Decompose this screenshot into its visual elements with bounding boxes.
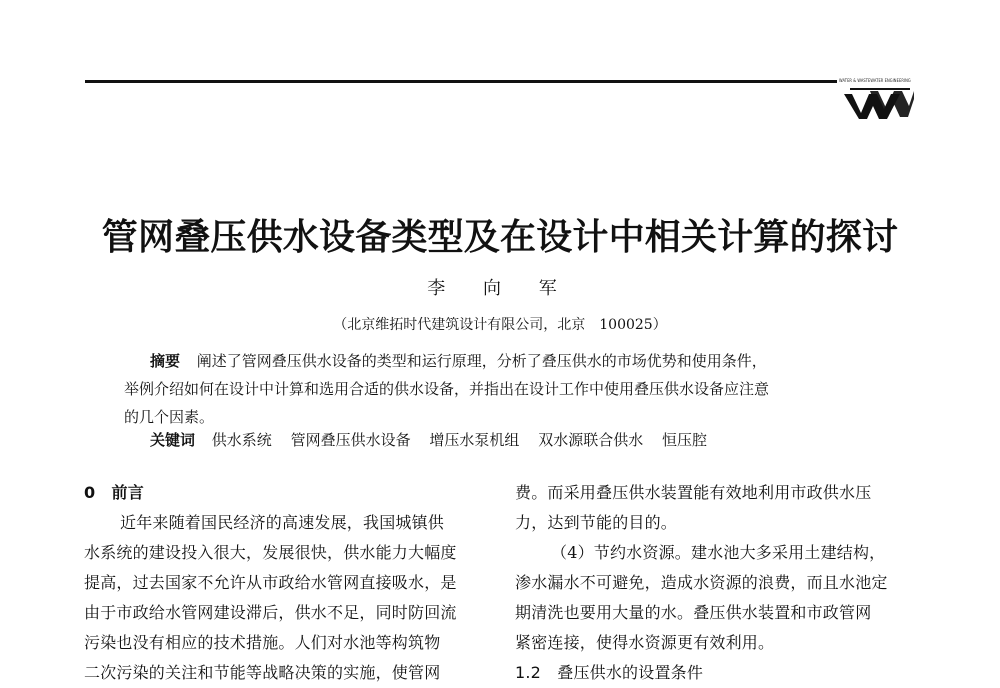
body-right-column — [515, 478, 930, 688]
journal-logo — [838, 78, 920, 122]
body-left-column — [84, 478, 499, 688]
abstract-text-line-1: 阐述了管网叠压供水设备的类型和运行原理，分析了叠压供水的市场优势和使用条件， — [196, 352, 767, 370]
abstract-label: 摘要 — [150, 352, 181, 370]
body-right-line-6: 紧密连接，使得水资源更有效利用。 — [515, 633, 775, 652]
section-heading-foreword: 0 前言 — [84, 483, 144, 502]
keywords-block — [150, 426, 910, 454]
keywords-label: 关键词 — [150, 431, 196, 449]
body-right-line-3: （4）节约水资源。建水池大多采用土建结构， — [551, 543, 886, 562]
body-left-line-3: 提高，过去国家不允许从市政给水管网直接吸水，是 — [84, 573, 457, 592]
subsection-heading-setting-conditions: 1.2 叠压供水的设置条件 — [515, 663, 704, 682]
abstract-text-line-3: 的几个因素。 — [124, 408, 215, 426]
body-left-line-6: 二次污染的关注和节能等战略决策的实施，使管网 — [84, 663, 441, 682]
abstract-line-1 — [124, 347, 902, 375]
header-rule — [85, 80, 837, 83]
body-left-line-2: 水系统的建设投入很大，发展很快，供水能力大幅度 — [84, 543, 457, 562]
keyword-5: 恒压腔 — [661, 431, 707, 449]
body-right-line-1: 费。而采用叠压供水装置能有效地利用市政供水压 — [515, 483, 872, 502]
abstract-line-2 — [124, 375, 902, 403]
body-left-line-1: 近年来随着国民经济的高速发展，我国城镇供 — [120, 513, 445, 532]
abstract-block — [124, 347, 902, 431]
keyword-4: 双水源联合供水 — [538, 431, 644, 449]
journal-small-title: WATER & WASTEWATER ENGINEERING — [839, 78, 911, 83]
journal-ww-mark — [844, 86, 914, 120]
body-left-line-5: 污染也没有相应的技术措施。人们对水池等构筑物 — [84, 633, 441, 652]
article-title: 管网叠压供水设备类型及在设计中相关计算的探讨 — [101, 217, 899, 258]
body-left-line-4: 由于市政给水管网建设滞后，供水不足，同时防回流 — [84, 603, 457, 622]
author-affiliation: （北京维拓时代建筑设计有限公司，北京 100025） — [333, 317, 667, 333]
body-right-line-4: 渗水漏水不可避免，造成水资源的浪费，而且水池定 — [515, 573, 888, 592]
keyword-3: 增压水泵机组 — [429, 431, 520, 449]
keyword-1: 供水系统 — [211, 431, 272, 449]
keyword-2: 管网叠压供水设备 — [290, 431, 411, 449]
article-author: 李 向 军 — [427, 278, 573, 299]
body-right-line-5: 期清洗也要用大量的水。叠压供水装置和市政管网 — [515, 603, 872, 622]
body-right-line-2: 力，达到节能的目的。 — [515, 513, 678, 532]
abstract-text-line-2: 举例介绍如何在设计中计算和选用合适的供水设备，并指出在设计工作中使用叠压供水设备应注意 — [124, 380, 770, 398]
